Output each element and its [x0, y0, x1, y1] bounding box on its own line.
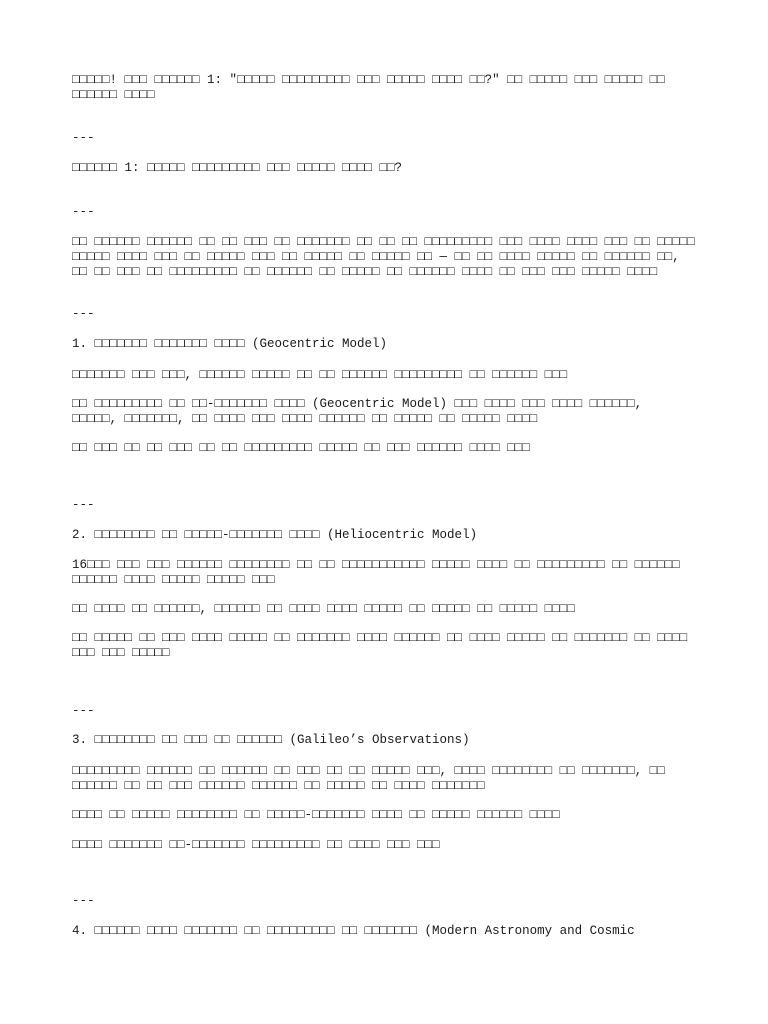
geocentric-para-3: □□ □□□ □□ □□ □□□ □□ □□ □□□□□□□□□ □□□□□ □□ □□□ □□□□□□ □□□□ □□□	[72, 441, 530, 455]
galileo-para-2: □□□□ □□ □□□□□ □□□□□□□□ □□ □□□□□-□□□□□□□ □□□□ □□ □□□□□ □□□□□□ □□□□	[72, 808, 560, 822]
intro-line-2: □□□□□□ □□□□	[72, 88, 155, 102]
horizontal-rule: ---	[72, 704, 95, 718]
galileo-para-3: □□□□ □□□□□□□ □□-□□□□□□□ □□□□□□□□□ □□ □□□□ □□□ □□□	[72, 838, 440, 852]
geocentric-para-1: □□□□□□□ □□□ □□□, □□□□□□ □□□□□ □□ □□ □□□□□□ □□□□□□□□□ □□ □□□□□□ □□□	[72, 368, 568, 382]
heading-modern-astronomy: 4. □□□□□□ □□□□ □□□□□□□ □□ □□□□□□□□□ □□ □□□□□□□ (Modern Astronomy and Cosmic	[72, 924, 635, 938]
geocentric-para-2-line-1: □□ □□□□□□□□□ □□ □□-□□□□□□□ □□□□ (Geocentric Model) □□□ □□□□ □□□ □□□□ □□□□□□,	[72, 397, 643, 411]
heading-galileo: 3. □□□□□□□□ □□ □□□ □□ □□□□□□ (Galileo’s Observations)	[72, 733, 470, 747]
horizontal-rule: ---	[72, 498, 95, 512]
galileo-para-1-line-2: □□□□□□ □□ □□ □□□ □□□□□□ □□□□□□ □□ □□□□□ □□ □□□□ □□□□□□□	[72, 779, 485, 793]
heliocentric-para-3-line-1: □□ □□□□□ □□ □□□ □□□□ □□□□□ □□ □□□□□□□ □□□□ □□□□□□ □□ □□□□ □□□□□ □□ □□□□□□□ □□ □□□□	[72, 631, 688, 645]
horizontal-rule: ---	[72, 894, 95, 908]
horizontal-rule: ---	[72, 205, 95, 219]
heliocentric-para-1-line-2: □□□□□□ □□□□ □□□□□ □□□□□ □□□	[72, 573, 275, 587]
overview-line-2: □□□□□ □□□□ □□□ □□ □□□□□ □□□ □□ □□□□□ □□ □□□□□ □□ — □□ □□ □□□□ □□□□□ □□ □□□□□□ □□,	[72, 250, 680, 264]
galileo-para-1-line-1: □□□□□□□□□ □□□□□□ □□ □□□□□□ □□ □□□ □□ □□ □□□□□ □□□, □□□□ □□□□□□□□ □□ □□□□□□□, □□	[72, 764, 665, 778]
overview-line-3: □□ □□ □□□ □□ □□□□□□□□□ □□ □□□□□□ □□ □□□□□ □□ □□□□□□ □□□□ □□ □□□ □□□ □□□□□ □□□□	[72, 265, 658, 279]
geocentric-para-2-line-2: □□□□□, □□□□□□□, □□ □□□□ □□□ □□□□ □□□□□□ □□ □□□□□ □□ □□□□□ □□□□	[72, 412, 538, 426]
heliocentric-para-2: □□ □□□□ □□ □□□□□□, □□□□□□ □□ □□□□ □□□□ □□□□□ □□ □□□□□ □□ □□□□□ □□□□	[72, 602, 575, 616]
heading-heliocentric: 2. □□□□□□□□ □□ □□□□□-□□□□□□□ □□□□ (Heliocentric Model)	[72, 528, 478, 542]
heliocentric-para-1-line-1: 16□□□ □□□ □□□ □□□□□□ □□□□□□□□ □□ □□ □□□□□□□□□□□ □□□□□ □□□□ □□ □□□□□□□□□ □□ □□□□□□	[72, 558, 680, 572]
section-title: □□□□□□ 1: □□□□□ □□□□□□□□□ □□□ □□□□□ □□□□ □□?	[72, 161, 403, 175]
horizontal-rule: ---	[72, 307, 95, 321]
intro-line-1: □□□□□! □□□ □□□□□□ 1: "□□□□□ □□□□□□□□□ □□□ □□□□□ □□□□ □□?" □□ □□□□□ □□□ □□□□□ □□	[72, 73, 665, 87]
horizontal-rule: ---	[72, 131, 95, 145]
heliocentric-para-3-line-2: □□□ □□□ □□□□□	[72, 646, 170, 660]
heading-geocentric: 1. □□□□□□□ □□□□□□□ □□□□ (Geocentric Model)	[72, 337, 388, 351]
overview-line-1: □□ □□□□□□ □□□□□□ □□ □□ □□□ □□ □□□□□□□ □□ □□ □□ □□□□□□□□□ □□□ □□□□ □□□□ □□□ □□ □□□□□	[72, 235, 695, 249]
